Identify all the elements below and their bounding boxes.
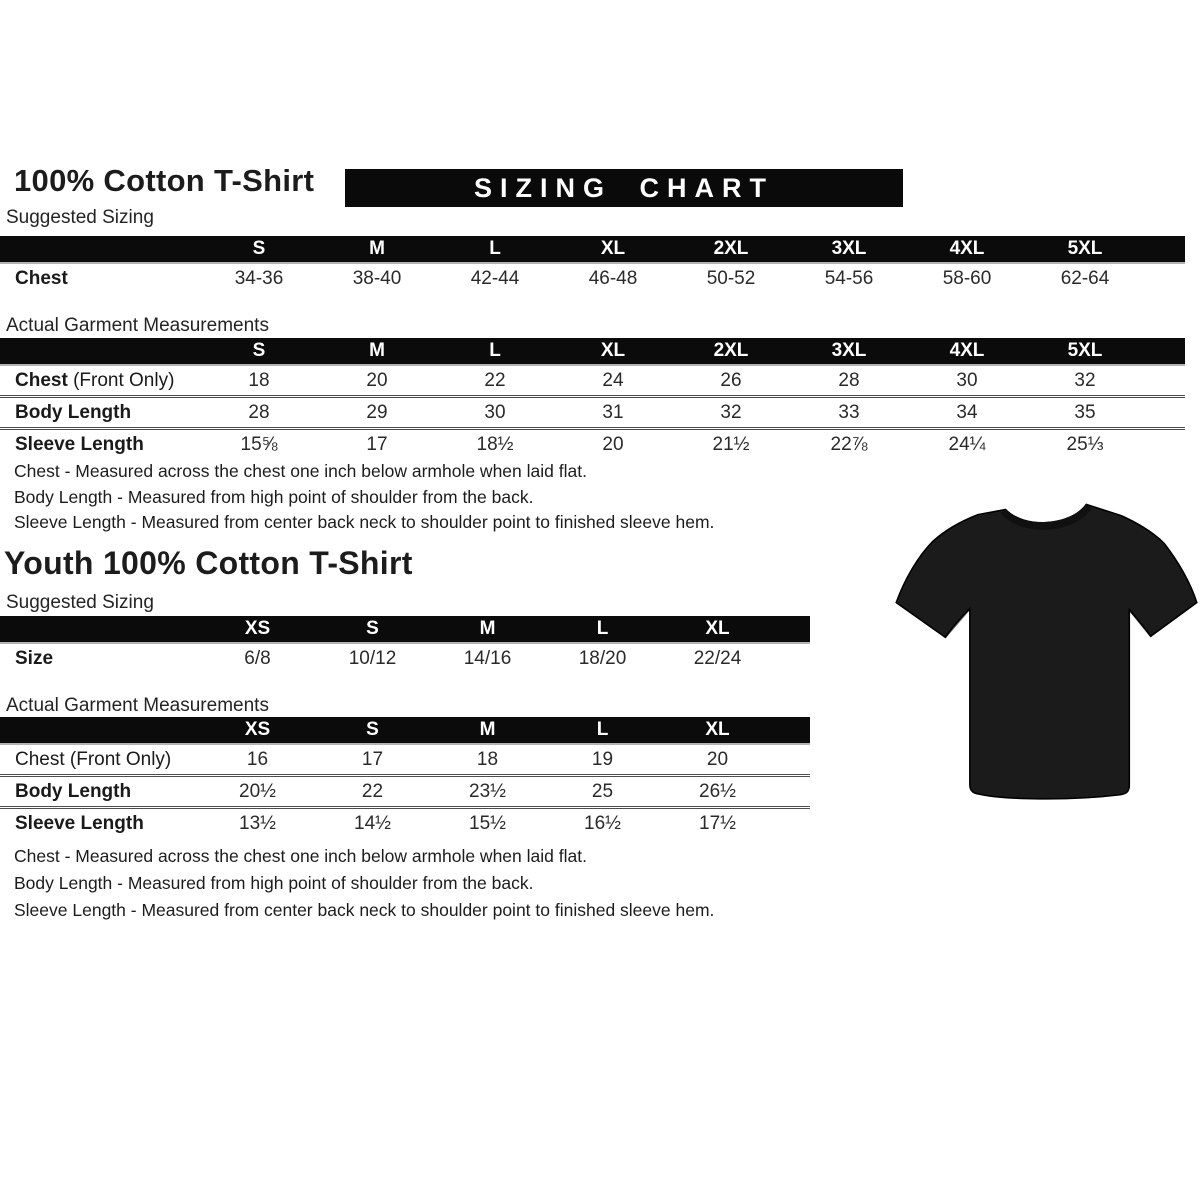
size-header-cell: S bbox=[315, 717, 430, 744]
measurement-cell: 13½ bbox=[200, 808, 315, 839]
youth-sleeve-length-row bbox=[0, 808, 810, 839]
size-header-cell: L bbox=[545, 717, 660, 744]
measurement-cell: 62-64 bbox=[1060, 267, 1110, 289]
adult-actual-table bbox=[0, 338, 1185, 459]
measurement-cell: 22 bbox=[315, 776, 430, 808]
size-header-cell: M bbox=[430, 717, 545, 744]
youth-suggested-table bbox=[0, 616, 810, 673]
filler-header-cell bbox=[775, 717, 810, 744]
measurement-cell: 18 bbox=[248, 369, 270, 391]
row-label-cell: Size bbox=[15, 647, 54, 669]
measurement-cell: 30 bbox=[436, 397, 554, 429]
measurement-cell: 14/16 bbox=[463, 647, 512, 669]
adult-suggested-table bbox=[0, 236, 1185, 293]
size-header-cell: 3XL bbox=[790, 338, 908, 365]
measurement-cell: 19 bbox=[591, 748, 614, 770]
row-label-cell: Sleeve Length bbox=[0, 429, 200, 460]
measurement-cell: 18 bbox=[476, 748, 499, 770]
measurement-cell: 6/8 bbox=[244, 647, 271, 669]
adult-suggested-label: Suggested Sizing bbox=[6, 207, 154, 228]
adult-title: 100% Cotton T-Shirt bbox=[14, 163, 315, 198]
measurement-cell: 17½ bbox=[660, 808, 775, 839]
measurement-cell: 25 bbox=[545, 776, 660, 808]
tshirt-body-shape bbox=[896, 504, 1197, 798]
row-label-cell: Chest (Front Only) bbox=[15, 369, 175, 391]
measurement-cell: 18½ bbox=[436, 429, 554, 460]
measurement-cell: 20 bbox=[366, 369, 388, 391]
measurement-cell: 26 bbox=[720, 369, 742, 391]
size-header-cell: XL bbox=[554, 338, 672, 365]
row-label-cell: Sleeve Length bbox=[0, 808, 200, 839]
measurement-cell: 31 bbox=[554, 397, 672, 429]
adult-chest-range-row bbox=[0, 263, 1185, 293]
size-header-cell: XS bbox=[200, 717, 315, 744]
measurement-cell: 22 bbox=[484, 369, 506, 391]
measurement-cell: 17 bbox=[361, 748, 384, 770]
size-header-cell: S bbox=[200, 236, 318, 263]
measurement-cell: 34-36 bbox=[234, 267, 284, 289]
measurement-cell: 23½ bbox=[430, 776, 545, 808]
measurement-cell: 22⅞ bbox=[790, 429, 908, 460]
size-header-cell: 5XL bbox=[1026, 236, 1144, 263]
size-header-cell: M bbox=[318, 236, 436, 263]
adult-body-length-row bbox=[0, 397, 1185, 429]
sizing-chart-banner-text: SIZING CHART bbox=[474, 172, 774, 203]
size-header-cell: L bbox=[545, 616, 660, 643]
measurement-cell: 32 bbox=[1074, 369, 1096, 391]
note-line: Sleeve Length - Measured from center back neck to shoulder point to finished sleeve hem. bbox=[14, 900, 715, 920]
youth-actual-label: Actual Garment Measurements bbox=[6, 695, 269, 716]
empty-header-cell bbox=[0, 616, 200, 643]
size-header-cell: XL bbox=[554, 236, 672, 263]
measurement-cell: 42-44 bbox=[470, 267, 520, 289]
black-tshirt-image bbox=[893, 487, 1200, 807]
size-header-cell: S bbox=[315, 616, 430, 643]
row-label-cell: Body Length bbox=[0, 776, 200, 808]
measurement-cell: 28 bbox=[200, 397, 318, 429]
tshirt-sleeve-crease-left bbox=[945, 609, 970, 638]
size-header-cell: XL bbox=[660, 616, 775, 643]
measurement-cell: 58-60 bbox=[942, 267, 992, 289]
measurement-cell: 15½ bbox=[430, 808, 545, 839]
measurement-cell: 46-48 bbox=[588, 267, 638, 289]
filler-header-cell bbox=[775, 616, 810, 643]
size-header-cell: S bbox=[200, 338, 318, 365]
size-header-cell: 5XL bbox=[1026, 338, 1144, 365]
tshirt-collar-shape bbox=[1000, 504, 1091, 529]
sizing-chart-banner bbox=[345, 169, 903, 207]
measurement-cell: 30 bbox=[956, 369, 978, 391]
measurement-cell: 20 bbox=[554, 429, 672, 460]
measurement-cell: 10/12 bbox=[348, 647, 397, 669]
note-line: Body Length - Measured from high point of shoulder from the back. bbox=[14, 873, 534, 893]
youth-title: Youth 100% Cotton T-Shirt bbox=[4, 545, 413, 581]
tshirt-graphic bbox=[893, 487, 1200, 807]
size-header-cell: L bbox=[436, 338, 554, 365]
measurement-cell: 26½ bbox=[660, 776, 775, 808]
empty-header-cell bbox=[0, 338, 200, 365]
empty-header-cell bbox=[0, 236, 200, 263]
adult-actual-label: Actual Garment Measurements bbox=[6, 315, 269, 336]
measurement-cell: 14½ bbox=[315, 808, 430, 839]
adult-measurement-notes bbox=[14, 459, 714, 536]
adult-sleeve-length-row bbox=[0, 429, 1185, 460]
measurement-cell: 28 bbox=[838, 369, 860, 391]
measurement-cell: 25⅓ bbox=[1026, 429, 1144, 460]
filler-header-cell bbox=[1144, 236, 1185, 263]
measurement-cell: 16 bbox=[246, 748, 269, 770]
youth-chest-row bbox=[0, 744, 810, 776]
note-line: Sleeve Length - Measured from center back neck to shoulder point to finished sleeve hem. bbox=[14, 512, 715, 532]
note-line: Chest - Measured across the chest one inch below armhole when laid flat. bbox=[14, 461, 587, 481]
measurement-cell: 32 bbox=[672, 397, 790, 429]
adult-actual-header-row bbox=[0, 338, 1185, 365]
measurement-cell: 24 bbox=[602, 369, 624, 391]
adult-chest-row bbox=[0, 365, 1185, 397]
youth-actual-table bbox=[0, 717, 810, 838]
youth-suggested-label: Suggested Sizing bbox=[6, 592, 154, 613]
measurement-cell: 21½ bbox=[672, 429, 790, 460]
measurement-cell: 35 bbox=[1026, 397, 1144, 429]
youth-size-row bbox=[0, 643, 810, 673]
measurement-cell: 34 bbox=[908, 397, 1026, 429]
measurement-cell: 22/24 bbox=[693, 647, 742, 669]
size-header-cell: 2XL bbox=[672, 236, 790, 263]
measurement-cell: 15⅝ bbox=[200, 429, 318, 460]
measurement-cell: 50-52 bbox=[706, 267, 756, 289]
size-header-cell: 4XL bbox=[908, 338, 1026, 365]
measurement-cell: 20 bbox=[706, 748, 729, 770]
measurement-cell: 29 bbox=[318, 397, 436, 429]
size-header-cell: 4XL bbox=[908, 236, 1026, 263]
youth-measurement-notes bbox=[14, 843, 714, 924]
note-line: Body Length - Measured from high point of shoulder from the back. bbox=[14, 486, 534, 507]
size-header-cell: 2XL bbox=[672, 338, 790, 365]
row-label-cell: Chest bbox=[15, 267, 68, 289]
youth-actual-header-row bbox=[0, 717, 810, 744]
adult-suggested-header-row bbox=[0, 236, 1185, 263]
size-header-cell: L bbox=[436, 236, 554, 263]
empty-header-cell bbox=[0, 717, 200, 744]
measurement-cell: 17 bbox=[318, 429, 436, 460]
filler-header-cell bbox=[1144, 338, 1185, 365]
measurement-cell: 38-40 bbox=[352, 267, 402, 289]
measurement-cell: 18/20 bbox=[578, 647, 627, 669]
measurement-cell: 24¼ bbox=[908, 429, 1026, 460]
size-header-cell: XS bbox=[200, 616, 315, 643]
size-header-cell: M bbox=[318, 338, 436, 365]
note-line: Chest - Measured across the chest one inch below armhole when laid flat. bbox=[14, 846, 587, 866]
tshirt-sleeve-crease-right bbox=[1129, 610, 1150, 637]
size-header-cell: M bbox=[430, 616, 545, 643]
size-header-cell: XL bbox=[660, 717, 775, 744]
row-label-cell: Body Length bbox=[0, 397, 200, 429]
measurement-cell: 33 bbox=[790, 397, 908, 429]
youth-suggested-header-row bbox=[0, 616, 810, 643]
measurement-cell: 16½ bbox=[545, 808, 660, 839]
measurement-cell: 54-56 bbox=[824, 267, 874, 289]
youth-body-length-row bbox=[0, 776, 810, 808]
size-header-cell: 3XL bbox=[790, 236, 908, 263]
row-label-cell: Chest (Front Only) bbox=[15, 748, 172, 770]
measurement-cell: 20½ bbox=[200, 776, 315, 808]
